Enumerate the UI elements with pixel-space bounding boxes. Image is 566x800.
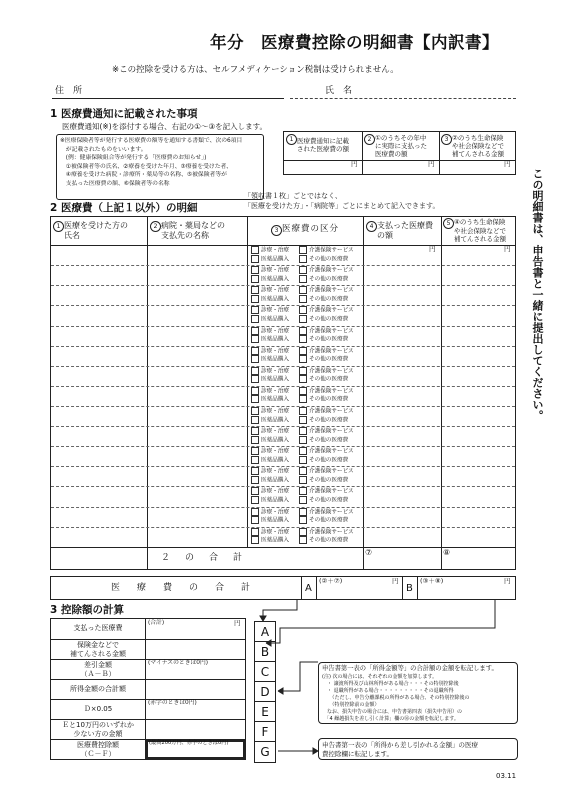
- calc-hint-g: (最高200万円、赤字のときは0円): [149, 740, 229, 746]
- category-option[interactable]: [299, 395, 348, 404]
- category-option[interactable]: [251, 536, 289, 545]
- letter-box-c: C: [254, 661, 276, 683]
- category-option[interactable]: [251, 516, 289, 525]
- category-label: 診療・治療: [261, 408, 289, 415]
- note-line: (例：健康保険組合等が発行する「医療費のお知らせ」): [60, 155, 207, 162]
- paid-amount-input[interactable]: [364, 446, 441, 466]
- category-label: 診療・治療: [261, 509, 289, 516]
- checkbox-icon[interactable]: [299, 255, 307, 263]
- category-label: 医薬品購入: [261, 276, 289, 283]
- calc-input-g[interactable]: [146, 739, 245, 759]
- checkbox-icon[interactable]: [299, 487, 307, 495]
- grand-total-row: [50, 576, 516, 600]
- category-option[interactable]: [299, 335, 348, 344]
- category-label: 医薬品購入: [261, 256, 289, 262]
- checkbox-icon[interactable]: [251, 306, 259, 314]
- category-option[interactable]: [299, 436, 348, 445]
- category-label: 介護保険サービス: [309, 488, 354, 495]
- covered-amount-input[interactable]: [442, 326, 515, 346]
- category-label: 医薬品購入: [261, 457, 289, 464]
- category-label: 診療・治療: [261, 529, 289, 536]
- checkbox-icon[interactable]: [251, 487, 259, 495]
- payee-input[interactable]: [148, 406, 247, 426]
- category-option[interactable]: [251, 395, 289, 404]
- checkbox-icon[interactable]: [251, 355, 259, 363]
- patient-name-input[interactable]: [51, 426, 147, 446]
- payee-input[interactable]: [148, 346, 247, 366]
- note-d-line: ・ 退職所得がある場合・・・・・・・・・その退職所得: [322, 688, 454, 694]
- category-option[interactable]: [299, 496, 348, 505]
- section3-heading: 3 控除額の計算: [50, 604, 124, 616]
- checkbox-icon[interactable]: [251, 416, 259, 424]
- checkbox-icon[interactable]: [251, 275, 259, 283]
- checkbox-icon[interactable]: [251, 395, 259, 403]
- checkbox-icon[interactable]: [251, 528, 259, 536]
- checkbox-icon[interactable]: [299, 355, 307, 363]
- total-paid-input[interactable]: [363, 547, 441, 569]
- calc-hint-a: (合計): [148, 620, 165, 626]
- paid-amount-input[interactable]: [364, 507, 441, 527]
- checkbox-icon[interactable]: [299, 496, 307, 504]
- category-option[interactable]: [251, 275, 289, 284]
- patient-name-input[interactable]: [51, 507, 147, 527]
- deduction-transfer-note: [318, 738, 518, 760]
- checkbox-icon[interactable]: [299, 447, 307, 455]
- category-label: その他の医療費: [309, 396, 349, 403]
- note-line: が記載されたものをいいます。: [60, 146, 147, 153]
- letter-box-f: F: [254, 721, 276, 743]
- yen-unit: 円: [392, 577, 399, 585]
- notice-amount-table: 1 医療費通知に記載 された医療費の額 2 ①のうちその年中 に実際に支払った 医療費の額 3 ②のうち生命保険 や社会保険などで 補てんされる金額 円 円 円: [283, 131, 516, 175]
- note-d-line: 「4 繰越損失を差し引く計算」欄の⑯の金額を転記します。: [322, 716, 459, 722]
- note-d-line: (注) 次の場合には、それぞれの金額を加算します。: [322, 674, 438, 680]
- covered-amount-input[interactable]: [442, 406, 515, 426]
- checkbox-icon[interactable]: [299, 367, 307, 375]
- section2-heading: 2 医療費（上記１以外）の明細: [50, 202, 198, 214]
- patient-name-input[interactable]: [51, 366, 147, 386]
- section2-total-label: ２ の 合 計: [161, 553, 246, 563]
- patient-name-input[interactable]: [51, 245, 147, 265]
- category-label: 介護保険サービス: [309, 388, 354, 395]
- calc-label-a: 支払った医療費: [73, 624, 123, 632]
- payee-input[interactable]: [148, 265, 247, 285]
- letter-box-e: E: [254, 701, 276, 723]
- paid-amount-input[interactable]: [364, 406, 441, 426]
- checkbox-icon[interactable]: [299, 286, 307, 294]
- category-option[interactable]: [299, 516, 348, 525]
- payee-input[interactable]: [148, 446, 247, 466]
- patient-name-header: 医療を受けた方の 氏名: [64, 221, 128, 240]
- covered-amount-input[interactable]: [442, 265, 515, 285]
- category-option[interactable]: [299, 275, 348, 284]
- letter-box-a: A: [254, 621, 276, 643]
- yen-unit: 円: [504, 577, 511, 585]
- patient-name-input[interactable]: [51, 527, 147, 547]
- paid-amount-input[interactable]: [364, 366, 441, 386]
- category-label: 介護保険サービス: [309, 529, 354, 536]
- category-label: その他の医療費: [309, 417, 349, 423]
- checkbox-icon[interactable]: [299, 528, 307, 536]
- checkbox-icon[interactable]: [251, 246, 259, 254]
- note-d-line: （ただし、申告分離課税の所得がある場合、その特別控除後の: [322, 695, 470, 701]
- calc-label-e: Ｄ×0.05: [83, 705, 113, 713]
- covered-amount-input[interactable]: [442, 305, 515, 325]
- category-option[interactable]: [299, 536, 348, 545]
- total-b-letter: B: [406, 583, 413, 594]
- self-medication-notice: ※この控除を受ける方は、セルフメディケーション税制は受けられません。: [112, 65, 399, 75]
- category-option[interactable]: [299, 255, 348, 264]
- name-field[interactable]: [290, 98, 516, 99]
- checkbox-icon[interactable]: [299, 508, 307, 516]
- category-label: その他の医療費: [309, 296, 349, 303]
- category-option[interactable]: [251, 496, 289, 505]
- category-label: 診療・治療: [261, 287, 289, 294]
- category-option[interactable]: [299, 355, 348, 364]
- paid-amount-input[interactable]: [364, 527, 441, 547]
- payee-input[interactable]: [148, 507, 247, 527]
- payee-input[interactable]: [148, 305, 247, 325]
- note-line: ①被保険者等の氏名、②療養を受けた年月、③療養を受けた者、: [60, 163, 233, 170]
- category-label: 診療・治療: [261, 328, 289, 334]
- checkbox-icon[interactable]: [251, 407, 259, 415]
- category-option[interactable]: [299, 476, 348, 485]
- checkbox-icon[interactable]: [299, 387, 307, 395]
- patient-name-input[interactable]: [51, 386, 147, 406]
- category-label: 医薬品購入: [261, 417, 289, 423]
- covered-amount-header: ④のうち生命保険 や社会保険などで 補てんされる金額: [454, 218, 506, 244]
- paid-amount-header: 支払った医療費 の額: [377, 221, 433, 240]
- category-label: 医薬品購入: [261, 537, 289, 544]
- note-line: 支払った医療費の額、⑥保険者等の名称: [60, 181, 170, 187]
- checkbox-icon[interactable]: [299, 427, 307, 435]
- category-option[interactable]: [299, 315, 348, 324]
- category-option[interactable]: [251, 416, 289, 425]
- paid-amount-input[interactable]: [364, 245, 441, 265]
- checkbox-icon[interactable]: [299, 416, 307, 424]
- total-b-input[interactable]: [417, 577, 515, 599]
- checkbox-icon[interactable]: [299, 335, 307, 343]
- covered-amount-input[interactable]: [442, 486, 515, 506]
- category-label: 介護保険サービス: [309, 368, 354, 375]
- checkbox-icon[interactable]: [299, 375, 307, 383]
- category-label: 診療・治療: [261, 368, 289, 375]
- calc-label-b: 保険金などで 補てんされる金額: [70, 641, 126, 658]
- category-label: 診療・治療: [261, 388, 289, 395]
- category-option[interactable]: [299, 295, 348, 304]
- notice-col-1-header: 医療費通知に記載 された医療費の額: [297, 137, 349, 153]
- category-label: その他の医療費: [309, 336, 349, 343]
- patient-name-input[interactable]: [51, 305, 147, 325]
- checkbox-icon[interactable]: [251, 327, 259, 335]
- category-option[interactable]: [251, 255, 289, 264]
- category-option[interactable]: [251, 355, 289, 364]
- category-option[interactable]: [251, 335, 289, 344]
- category-label: 診療・治療: [261, 307, 289, 314]
- payee-input[interactable]: [148, 366, 247, 386]
- notice-col-2-header: ①のうちその年中 に実際に支払った 医療費の額: [375, 134, 427, 158]
- patient-name-input[interactable]: [51, 486, 147, 506]
- patient-name-input[interactable]: [51, 326, 147, 346]
- checkbox-icon[interactable]: [251, 375, 259, 383]
- payee-input[interactable]: [148, 527, 247, 547]
- yen-unit: 円: [351, 160, 358, 168]
- category-label: その他の医療費: [309, 376, 349, 383]
- category-label: 医薬品購入: [261, 437, 289, 444]
- category-option[interactable]: [251, 295, 289, 304]
- category-label: その他の医療費: [309, 477, 349, 484]
- checkbox-icon[interactable]: [251, 427, 259, 435]
- category-label: 医薬品購入: [261, 336, 289, 343]
- category-label: 診療・治療: [261, 267, 289, 274]
- grand-total-label: 医 療 費 の 合 計: [111, 583, 255, 593]
- calc-input-c[interactable]: [146, 659, 245, 679]
- paid-amount-input[interactable]: [364, 305, 441, 325]
- category-label: その他の医療費: [309, 256, 349, 262]
- checkbox-icon[interactable]: [251, 447, 259, 455]
- category-label: その他の医療費: [309, 497, 349, 504]
- category-label: 医薬品購入: [261, 517, 289, 524]
- calc-input-e[interactable]: [146, 699, 245, 719]
- checkbox-icon[interactable]: [251, 436, 259, 444]
- paid-amount-input[interactable]: [364, 326, 441, 346]
- checkbox-icon[interactable]: [251, 367, 259, 375]
- checkbox-icon[interactable]: [251, 476, 259, 484]
- category-label: 医薬品購入: [261, 316, 289, 323]
- covered-amount-input[interactable]: [442, 446, 515, 466]
- paid-amount-input[interactable]: [364, 486, 441, 506]
- payee-input[interactable]: [148, 245, 247, 265]
- medical-notice-explanation: [56, 134, 264, 200]
- checkbox-icon[interactable]: [299, 467, 307, 475]
- category-label: その他の医療費: [309, 517, 349, 524]
- covered-amount-input[interactable]: [442, 346, 515, 366]
- checkbox-icon[interactable]: [299, 295, 307, 303]
- checkbox-icon[interactable]: [299, 266, 307, 274]
- category-label: その他の医療費: [309, 276, 349, 283]
- paid-amount-input[interactable]: [364, 466, 441, 486]
- checkbox-icon[interactable]: [299, 476, 307, 484]
- letter-box-d: D: [254, 681, 276, 703]
- category-label: 介護保険サービス: [309, 348, 354, 355]
- patient-name-input[interactable]: [51, 446, 147, 466]
- category-label: 診療・治療: [261, 468, 289, 475]
- category-label: 医薬品購入: [261, 477, 289, 484]
- checkbox-icon[interactable]: [251, 516, 259, 524]
- category-label: 介護保険サービス: [309, 307, 354, 314]
- checkbox-icon[interactable]: [299, 407, 307, 415]
- category-label: 医薬品購入: [261, 296, 289, 303]
- checkbox-icon[interactable]: [251, 295, 259, 303]
- letter-box-b: B: [254, 641, 276, 663]
- checkbox-icon[interactable]: [251, 467, 259, 475]
- category-header: 医療費の区分: [282, 224, 340, 234]
- checkbox-icon[interactable]: [299, 456, 307, 464]
- payee-input[interactable]: [148, 386, 247, 406]
- covered-amount-input[interactable]: [442, 366, 515, 386]
- section1-instruction: 医療費通知(※)を添付する場合、右記の①～③を記入します。: [62, 122, 267, 131]
- checkbox-icon[interactable]: [251, 347, 259, 355]
- checkbox-icon[interactable]: [299, 536, 307, 544]
- category-label: 介護保険サービス: [309, 247, 354, 254]
- category-option[interactable]: [299, 416, 348, 425]
- section2-note: 「領収書１枚」ごとではなく、 「医療を受けた方」・「病院等」ごとにまとめて記入できます。: [244, 192, 440, 210]
- category-label: 介護保険サービス: [309, 328, 354, 334]
- checkbox-icon[interactable]: [251, 496, 259, 504]
- yen-unit: 円: [428, 160, 435, 168]
- calc-label-d: 所得金額の合計額: [70, 685, 126, 693]
- payee-input[interactable]: [148, 326, 247, 346]
- category-label: 医薬品購入: [261, 356, 289, 363]
- total-a-letter: A: [305, 583, 312, 594]
- category-option[interactable]: [251, 456, 289, 465]
- category-label: 診療・治療: [261, 488, 289, 495]
- total-a-input[interactable]: [316, 577, 402, 599]
- checkbox-icon[interactable]: [251, 536, 259, 544]
- income-total-note: [318, 662, 518, 724]
- note-d-title: 申告書第一表の「所得金額等」の合計額の金額を転記します。: [322, 665, 498, 672]
- total-mark-8: ⑧: [443, 548, 451, 557]
- checkbox-icon[interactable]: [299, 306, 307, 314]
- address-field[interactable]: [52, 98, 284, 99]
- category-label: 診療・治療: [261, 348, 289, 355]
- calc-input-f[interactable]: [146, 719, 245, 739]
- checkbox-icon[interactable]: [251, 286, 259, 294]
- yen-unit: 円: [504, 245, 511, 253]
- note-line: ④療養を受けた病院・診療所・薬局等の名称、⑤被保険者等が: [60, 172, 227, 179]
- patient-name-input[interactable]: [51, 466, 147, 486]
- category-label: その他の医療費: [309, 437, 349, 444]
- total-a-formula: (②＋⑦): [319, 577, 343, 585]
- payee-header: 病院・薬局などの 支払先の名称: [161, 221, 225, 240]
- category-label: 介護保険サービス: [309, 267, 354, 274]
- yen-unit: 円: [429, 245, 436, 253]
- category-option[interactable]: [251, 315, 289, 324]
- category-label: 診療・治療: [261, 247, 289, 254]
- form-version-code: 03.11: [496, 772, 517, 780]
- checkbox-icon[interactable]: [299, 347, 307, 355]
- category-label: 診療・治療: [261, 428, 289, 435]
- paid-amount-input[interactable]: [364, 346, 441, 366]
- yen-unit: 円: [234, 619, 241, 627]
- calc-hint-e: (赤字のときは0円): [148, 700, 197, 706]
- covered-amount-input[interactable]: [442, 245, 515, 265]
- covered-amount-input[interactable]: [442, 426, 515, 446]
- category-label: 介護保険サービス: [309, 509, 354, 516]
- covered-amount-input[interactable]: [442, 507, 515, 527]
- payee-input[interactable]: [148, 426, 247, 446]
- covered-amount-input[interactable]: [442, 527, 515, 547]
- covered-amount-input[interactable]: [442, 285, 515, 305]
- covered-amount-input[interactable]: [442, 386, 515, 406]
- category-label: 介護保険サービス: [309, 448, 354, 455]
- category-option[interactable]: [299, 375, 348, 384]
- payee-input[interactable]: [148, 466, 247, 486]
- letter-box-g: G: [254, 741, 276, 763]
- address-label: 住 所: [55, 86, 83, 96]
- category-label: その他の医療費: [309, 316, 349, 323]
- yen-unit: 円: [504, 160, 511, 168]
- payee-input[interactable]: [148, 486, 247, 506]
- note-g: 申告書第一表の「所得から差し引かれる金額」の医療 費控除欄に転記します。: [322, 741, 478, 758]
- covered-amount-input[interactable]: [442, 466, 515, 486]
- deduction-calc-table: [50, 618, 246, 760]
- total-b-formula: (③＋⑧): [420, 577, 444, 585]
- checkbox-icon[interactable]: [299, 275, 307, 283]
- category-label: 介護保険サービス: [309, 408, 354, 415]
- name-label: 氏 名: [325, 86, 353, 96]
- note-d-line: なお、損失申告の場合には、申告書第四表（損失申告用）の: [322, 709, 463, 715]
- total-covered-input[interactable]: [441, 547, 515, 569]
- checkbox-icon[interactable]: [299, 516, 307, 524]
- submission-instruction: この明細書は、申告書と一緒に提出してください。: [531, 168, 544, 421]
- expense-rows: [51, 245, 515, 547]
- category-label: 医薬品購入: [261, 376, 289, 383]
- total-mark-7: ⑦: [365, 548, 373, 557]
- calc-label-g: 医療費控除額 （Ｃ－Ｆ）: [77, 741, 119, 758]
- calc-label-f: Ｅと10万円のいずれか 少ない方の金額: [62, 721, 134, 738]
- category-label: 介護保険サービス: [309, 428, 354, 435]
- category-label: その他の医療費: [309, 356, 349, 363]
- checkbox-icon[interactable]: [251, 266, 259, 274]
- paid-amount-input[interactable]: [364, 285, 441, 305]
- category-option[interactable]: [251, 375, 289, 384]
- patient-name-input[interactable]: [51, 406, 147, 426]
- checkbox-icon[interactable]: [251, 387, 259, 395]
- note-d-line: ・ 譲渡所得及び山林所得がある場合・・・その特別控除後: [322, 681, 459, 687]
- calc-input-d[interactable]: [146, 679, 245, 699]
- category-option[interactable]: [299, 456, 348, 465]
- category-label: 医薬品購入: [261, 497, 289, 504]
- category-label: 医薬品購入: [261, 396, 289, 403]
- checkbox-icon[interactable]: [299, 246, 307, 254]
- payee-input[interactable]: [148, 285, 247, 305]
- patient-name-input[interactable]: [51, 285, 147, 305]
- category-label: その他の医療費: [309, 537, 349, 544]
- patient-name-input[interactable]: [51, 265, 147, 285]
- category-label: 介護保険サービス: [309, 287, 354, 294]
- checkbox-icon[interactable]: [251, 508, 259, 516]
- category-label: 診療・治療: [261, 448, 289, 455]
- paid-amount-input[interactable]: [364, 426, 441, 446]
- form-title: 年分 医療費控除の明細書【内訳書】: [210, 33, 499, 52]
- calc-input-a[interactable]: [146, 619, 245, 639]
- calc-hint-c: (マイナスのときは0円): [148, 660, 209, 666]
- paid-amount-input[interactable]: [364, 265, 441, 285]
- note-d-line: （特別控除前の金額）: [322, 702, 380, 708]
- category-label: その他の医療費: [309, 457, 349, 464]
- category-option[interactable]: [251, 436, 289, 445]
- calc-input-b[interactable]: [146, 639, 245, 659]
- checkbox-icon[interactable]: [251, 456, 259, 464]
- checkbox-icon[interactable]: [299, 436, 307, 444]
- note-line: ※医療保険者等が発行する医療費の額等を通知する書類で、次の6項目: [60, 138, 243, 144]
- notice-col-3-header: ②のうち生命保険 や社会保険などで 補てんされる金額: [452, 134, 504, 158]
- patient-name-input[interactable]: [51, 346, 147, 366]
- calc-label-c: 差引金額 （Ａ－Ｂ）: [80, 661, 116, 678]
- checkbox-icon[interactable]: [299, 315, 307, 323]
- section1-heading: 1 医療費通知に記載された事項: [50, 108, 198, 120]
- category-label: 介護保険サービス: [309, 468, 354, 475]
- checkbox-icon[interactable]: [251, 255, 259, 263]
- category-option[interactable]: [251, 476, 289, 485]
- checkbox-icon[interactable]: [299, 327, 307, 335]
- checkbox-icon[interactable]: [251, 315, 259, 323]
- checkbox-icon[interactable]: [299, 395, 307, 403]
- paid-amount-input[interactable]: [364, 386, 441, 406]
- medical-expense-table: 1 医療を受けた方の 氏名 2 病院・薬局などの 支払先の名称 3 医療費の区分 4 支払った医療費 の額 5 ④のうち生命保険 や社会保険などで 補てんされる金額 円 円 診療・治療 介護保険サービス 医薬品購入 その他の医療費 診療・治療 介護保険サービス 医薬品購入 その他の医療費 診療・治療 介護保険サービス 医薬品購入 その他の医療費 診療・治療 介護保険サービス 医薬品購入 その他の医療費 診療・治療 介護保険サービス 医薬品購入 その他の医療費 診療・治療 介護保険サービス 医薬品購入 その他の医療費 診療・治療 介護保険サービス 医薬品購入 その他の医療費 診療・治療 介護保険サービス 医薬品購入 その他の医療費 診療・治療 介護保険サービス 医薬品購入 その他の医療費 診療・治療 介護保険サービス 医薬品購入 その他の医療費 診療・治療 介護保険サービス 医薬品購入 その他の医療費 診療・治療 介護保険サービス 医薬品購入 その他の医療費 診療・治療 介護保険サービス 医薬品購入 その他の医療費 診療・治療 介護保険サービス 医薬品購入 その他の医療費 診療・治療 介護保険サービス 医薬品購入 その他の医療費 ２ の 合 計 ⑦ ⑧: [50, 216, 516, 570]
- checkbox-icon[interactable]: [251, 335, 259, 343]
